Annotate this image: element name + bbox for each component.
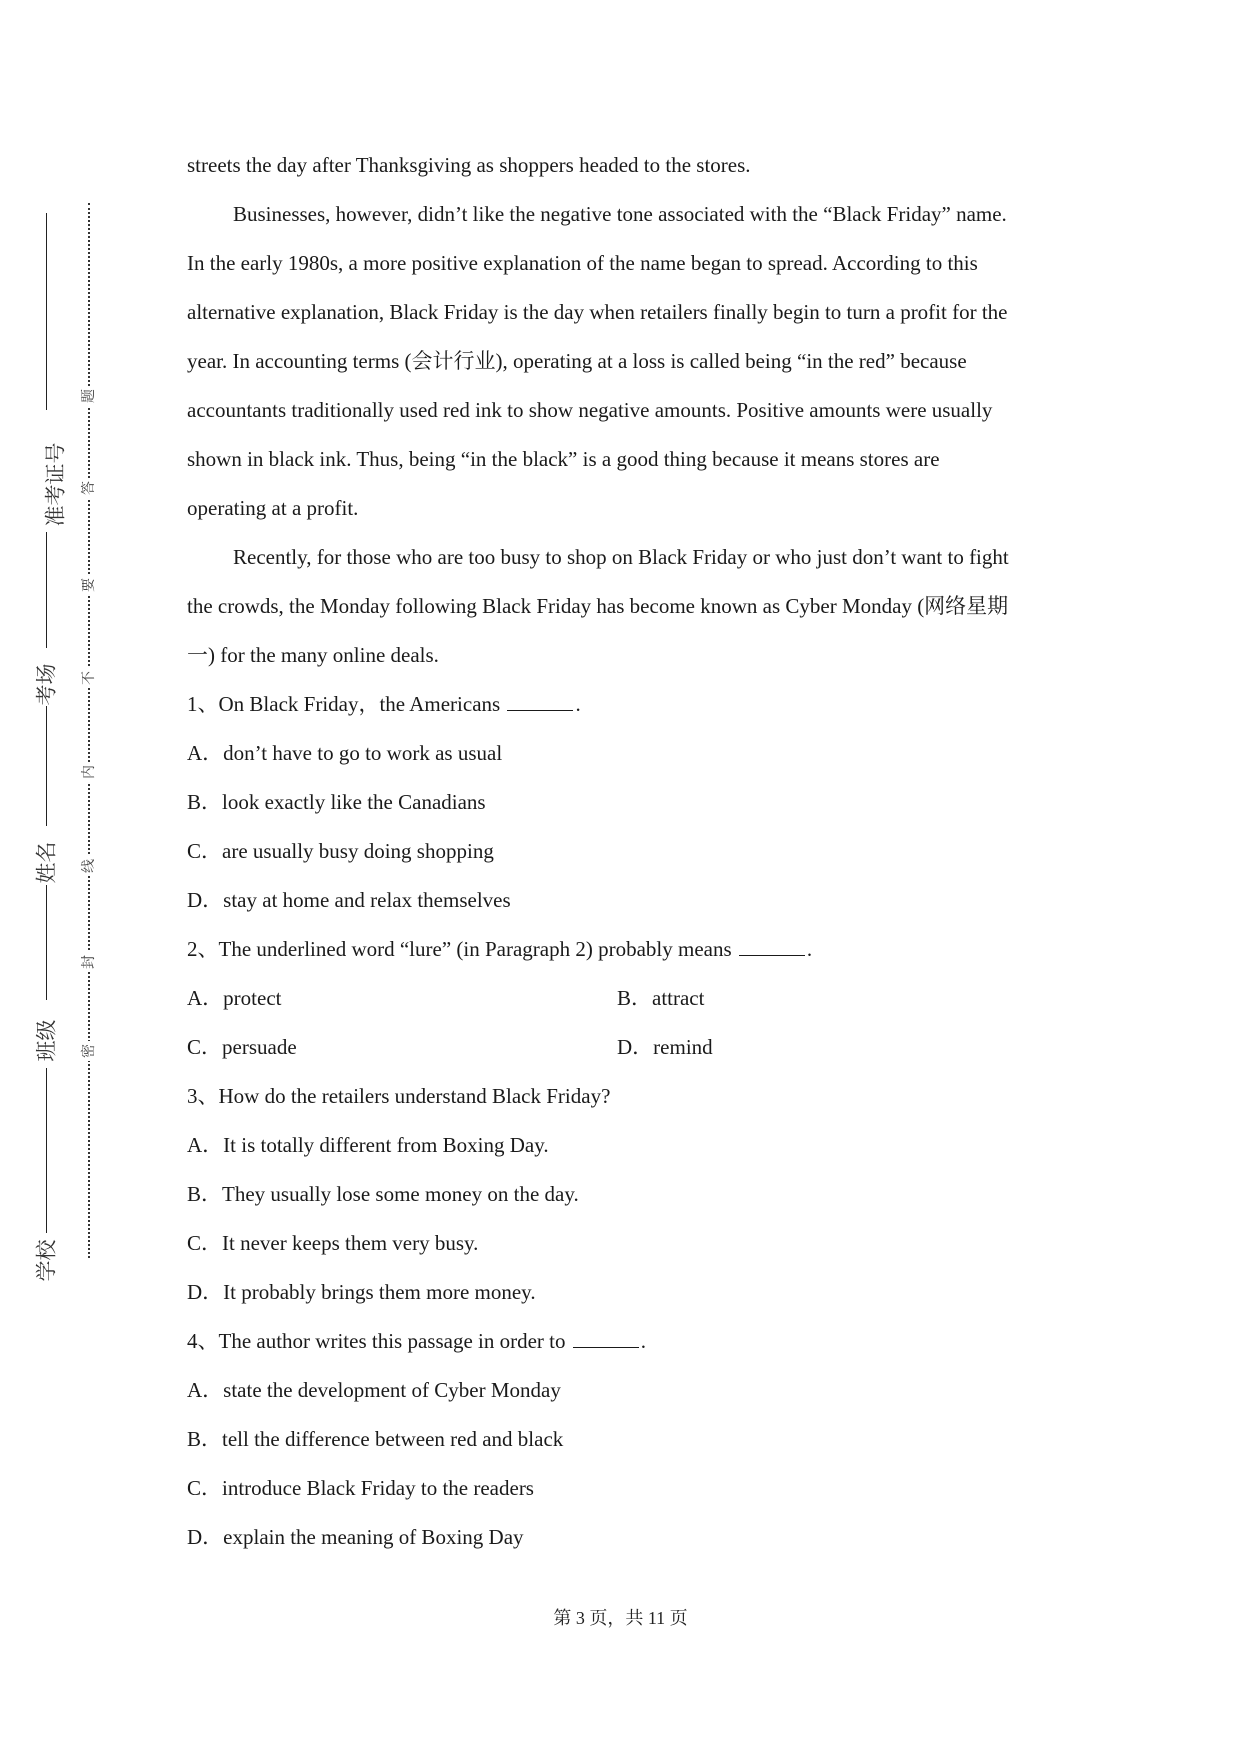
passage-line: In the early 1980s, a more positive explanation of the name began to spread. According to this xyxy=(187,251,978,275)
question-2-options-row-2 xyxy=(187,1023,1047,1072)
seal-char: 内 xyxy=(79,762,99,782)
question-4-option-d: D．explain the meaning of Boxing Day xyxy=(187,1525,524,1549)
passage-line: Businesses, however, didn’t like the negative tone associated with the “Black Friday” name. xyxy=(233,202,1007,226)
exam-content xyxy=(187,153,1047,1562)
room-label: 考场 xyxy=(34,663,59,706)
question-stem-text: 4、The author writes this passage in order to xyxy=(187,1329,566,1353)
question-1-option-d: D．stay at home and relax themselves xyxy=(187,888,511,912)
question-4-option-c: C．introduce Black Friday to the readers xyxy=(187,1476,534,1500)
passage-line: 一) for the many online deals. xyxy=(187,643,439,667)
question-2-options-row-1 xyxy=(187,974,1047,1023)
seal-char: 答 xyxy=(79,478,99,498)
margin-line-school xyxy=(46,1068,47,1233)
passage-line: accountants traditionally used red ink to show negative amounts. Positive amounts were usually xyxy=(187,398,993,422)
question-stem-text: 2、The underlined word “lure” (in Paragraph 2) probably means xyxy=(187,937,732,961)
binding-margin xyxy=(0,0,120,1754)
question-4-option-a: A．state the development of Cyber Monday xyxy=(187,1378,561,1402)
passage-line: the crowds, the Monday following Black Friday has become known as Cyber Monday (网络星期 xyxy=(187,594,1009,618)
seal-char: 题 xyxy=(79,386,99,406)
question-stem-text: 1、On Black Friday，the Americans xyxy=(187,692,501,716)
question-2-stem xyxy=(187,925,1047,974)
seal-char: 线 xyxy=(79,856,99,876)
answer-blank[interactable] xyxy=(573,1329,639,1348)
margin-line-exam-no xyxy=(46,213,47,410)
question-4-option-b: B．tell the difference between red and black xyxy=(187,1427,564,1451)
question-stem-end: . xyxy=(640,1329,646,1353)
seal-char: 密 xyxy=(79,1041,99,1061)
exam-no-label: 准考证号 xyxy=(43,442,68,527)
question-1-option-c: C．are usually busy doing shopping xyxy=(187,839,494,863)
answer-blank[interactable] xyxy=(507,692,573,711)
passage-line: streets the day after Thanksgiving as shoppers headed to the stores. xyxy=(187,153,751,177)
seal-char: 封 xyxy=(79,952,99,972)
question-2-option-b: B．attract xyxy=(617,986,705,1010)
passage-line: shown in black ink. Thus, being “in the black” is a good thing because it means stores are xyxy=(187,447,940,471)
passage-line: year. In accounting terms (会计行业), operating at a loss is called being “in the red” because xyxy=(187,349,967,373)
passage-line: operating at a profit. xyxy=(187,496,359,520)
question-2-option-d: D．remind xyxy=(617,1035,713,1059)
question-3-option-a: A．It is totally different from Boxing Day. xyxy=(187,1133,549,1157)
question-2-option-c: C．persuade xyxy=(187,1035,297,1059)
question-1-option-b: B．look exactly like the Canadians xyxy=(187,790,486,814)
passage-line: Recently, for those who are too busy to shop on Black Friday or who just don’t want to fight xyxy=(233,545,1009,569)
seal-char: 不 xyxy=(79,668,99,688)
question-1-stem xyxy=(187,680,1047,729)
margin-line-name xyxy=(46,706,47,826)
name-label: 姓名 xyxy=(34,841,59,884)
margin-line-class xyxy=(46,885,47,1000)
page-number: 第 3 页，共 11 页 xyxy=(553,1608,688,1628)
question-3-option-c: C．It never keeps them very busy. xyxy=(187,1231,479,1255)
seal-char: 要 xyxy=(79,575,99,595)
question-3-option-d: D．It probably brings them more money. xyxy=(187,1280,536,1304)
seal-dotted-line xyxy=(88,203,90,1258)
question-stem-end: . xyxy=(806,937,813,961)
question-stem-end: . xyxy=(575,692,581,716)
margin-line-room xyxy=(46,532,47,648)
school-label: 学校 xyxy=(34,1239,59,1282)
class-label: 班级 xyxy=(34,1019,59,1062)
answer-blank[interactable] xyxy=(739,937,805,956)
question-3-stem: 3、How do the retailers understand Black Friday? xyxy=(187,1084,611,1108)
passage-line: alternative explanation, Black Friday is the day when retailers finally begin to turn a profit for the xyxy=(187,300,1008,324)
question-1-option-a: A．don’t have to go to work as usual xyxy=(187,741,503,765)
question-4-stem xyxy=(187,1317,1047,1366)
question-3-option-b: B．They usually lose some money on the day. xyxy=(187,1182,579,1206)
question-2-option-a: A．protect xyxy=(187,986,282,1010)
